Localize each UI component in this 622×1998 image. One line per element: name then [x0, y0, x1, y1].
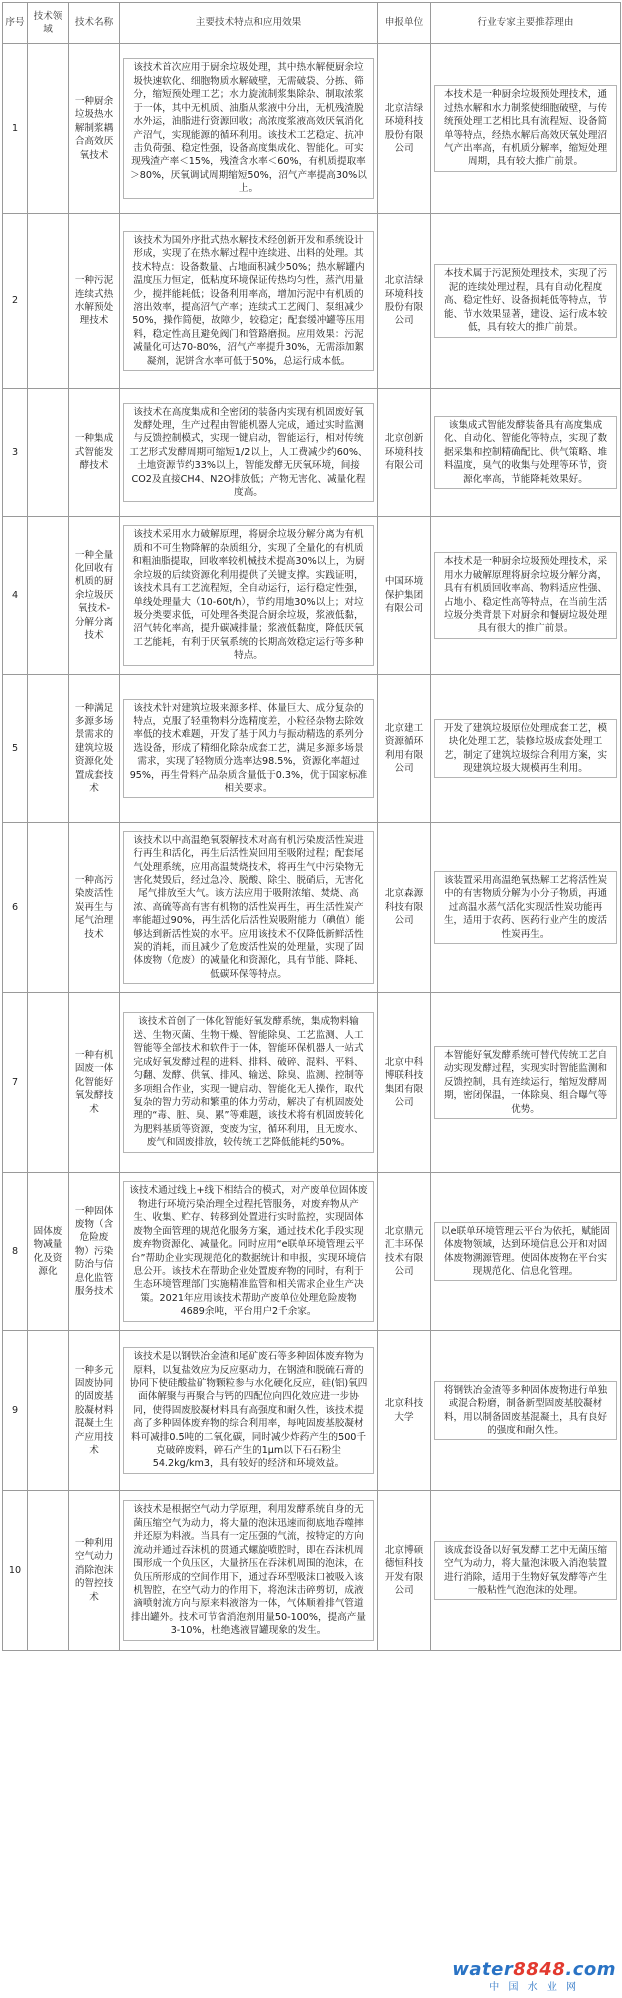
header-desc: 主要技术特点和应用效果 — [120, 3, 378, 44]
row-no: 9 — [3, 1331, 28, 1491]
row-name: 一种固体废物（含危险废物）污染防治与信息化监管服务技术 — [69, 1173, 120, 1331]
table-row — [3, 993, 621, 1173]
row-field — [28, 675, 69, 823]
row-reason: 本技术是一种厨余垃圾预处理技术，通过热水解和水力制浆使细胞破壁，与传统预处理工艺相比具有流程短、设备简单等特点，经热水解后高效厌氧处理沼气产出率高，有机质分解率，缩短处理周期，具有较大推广前景。 — [434, 85, 617, 171]
row-name: 一种满足多源多场景需求的建筑垃圾资源化处置成套技术 — [69, 675, 120, 823]
row-name: 一种高污染废活性炭再生与尾气治理技术 — [69, 823, 120, 993]
row-unit: 北京森源科技有限公司 — [378, 823, 431, 993]
row-no: 3 — [3, 389, 28, 517]
row-unit: 北京建工资源循环利用有限公司 — [378, 675, 431, 823]
row-reason: 该成套设备以好氧发酵工艺中无菌压缩空气为动力，将大量泡沫吸入消泡装置进行消除，适用于生物好氧发酵等产生一般粘性气泡泡沫的处理。 — [434, 1541, 617, 1601]
row-reason-cell — [431, 1491, 621, 1651]
header-name: 技术名称 — [69, 3, 120, 44]
row-no: 7 — [3, 993, 28, 1173]
row-field — [28, 823, 69, 993]
site-watermark — [452, 1959, 616, 1993]
row-no: 8 — [3, 1173, 28, 1331]
row-desc: 该技术是以钢铁冶金渣和尾矿废石等多种固体废弃物为原料，以复盐效应为反应驱动力，在钢渣和脱硫石膏的协同下使硅酸盐矿物颗粒参与水化硬化反应，硅(铝)氧四面体解聚与再聚合与钙的四配位向四化效应进一步协同，使得固废胶凝材料具有高强度和耐久性，该技术提高了多种固体废弃物的综合利用率，每吨固废基胶凝材料可减排0.5吨的二氧化碳，同时减少炸药产生的500千克破碎废料，碎石产生的1μm以下石石粉尘54.2kg/km3，具有较好的经济和环境效益。 — [123, 1347, 374, 1474]
row-unit: 中国环境保护集团有限公司 — [378, 517, 431, 675]
table-row — [3, 44, 621, 214]
row-unit: 北京创新环境科技有限公司 — [378, 389, 431, 517]
watermark-logo — [452, 1959, 616, 1980]
row-no: 10 — [3, 1491, 28, 1651]
table-row — [3, 389, 621, 517]
table-row — [3, 517, 621, 675]
header-unit: 申报单位 — [378, 3, 431, 44]
table-row — [3, 675, 621, 823]
row-name: 一种利用空气动力消除泡沫的智控技术 — [69, 1491, 120, 1651]
table-row — [3, 823, 621, 993]
row-reason: 本技术是一种厨余垃圾预处理技术，采用水力破解原理将厨余垃圾分解分离，具有有机质回收率高、物料适应性强、占地小、稳定性高等特点，在当前生活垃圾分类背景下对厨余和餐厨垃圾处理具有很大的推广前景。 — [434, 552, 617, 638]
row-field — [28, 517, 69, 675]
row-desc-cell — [120, 675, 378, 823]
row-desc-cell — [120, 389, 378, 517]
row-field: 固体废物减量化及资源化 — [28, 1173, 69, 1331]
header-no: 序号 — [3, 3, 28, 44]
row-desc-cell — [120, 517, 378, 675]
row-reason-cell — [431, 44, 621, 214]
row-unit: 北京鼎元汇丰环保技术有限公司 — [378, 1173, 431, 1331]
row-reason-cell — [431, 675, 621, 823]
row-field — [28, 993, 69, 1173]
row-unit: 北京科技大学 — [378, 1331, 431, 1491]
row-reason: 以e联单环境管理云平台为依托，赋能固体废物领域，达到环境信息公开和对固体废物溯源管理。使固体废物在平台实现规范化、信息化管理。 — [434, 1222, 617, 1282]
row-name: 一种集成式智能发酵技术 — [69, 389, 120, 517]
row-name: 一种多元固废协同的固废基胶凝材料混凝土生产应用技术 — [69, 1331, 120, 1491]
table-row — [3, 1491, 621, 1651]
table-row — [3, 1331, 621, 1491]
row-reason-cell — [431, 993, 621, 1173]
row-field — [28, 1331, 69, 1491]
row-desc-cell — [120, 1491, 378, 1651]
table-header-row — [3, 3, 621, 44]
watermark-logo-accent: 8848 — [513, 1959, 566, 1980]
watermark-logo-main: water — [452, 1959, 514, 1980]
row-field — [28, 214, 69, 389]
row-no: 1 — [3, 44, 28, 214]
watermark-logo-suffix: .com — [565, 1959, 616, 1980]
row-reason: 本智能好氧发酵系统可替代传统工艺自动实现发酵过程，实现实时智能监测和反馈控制，具有连续运行，缩短发酵周期，密闭保温，一体除臭、组合曝气等优势。 — [434, 1046, 617, 1119]
row-reason-cell — [431, 1173, 621, 1331]
header-reason: 行业专家主要推荐理由 — [431, 3, 621, 44]
row-reason: 将钢铁冶金渣等多种固体废物进行单独或混合粉磨，制备新型固废基胶凝材料，用以制备固废基混凝土，具有良好的强度和耐久性。 — [434, 1381, 617, 1441]
row-desc: 该技术首次应用于厨余垃圾处理，其中热水解便厨余垃圾快速软化、细胞物质水解破壁，无需破袋、分拣、筛分，缩短预处理工艺；水力旋流制浆集除杂、制取浓浆于一体，其中无机质、油脂从浆液中分出，无机残渣脱水外运，油脂进行资源回收；高浓度浆液高效厌氧消化产沼气，实现能源的循环利用。该技术工艺稳定、抗冲击负荷强、稳定性强，设备高度集成化、智能化。可实现残渣产率＜15%，残渣含水率＜60%，有机质提取率＞80%，厌氧调试周期缩短50%，沼气产率提高30%以上。 — [123, 58, 374, 198]
row-desc-cell — [120, 1173, 378, 1331]
row-field — [28, 389, 69, 517]
row-no: 5 — [3, 675, 28, 823]
watermark-subtitle: 中 国 水 业 网 — [489, 1982, 579, 1993]
row-field — [28, 1491, 69, 1651]
row-desc-cell — [120, 1331, 378, 1491]
row-no: 4 — [3, 517, 28, 675]
row-desc-cell — [120, 823, 378, 993]
row-reason-cell — [431, 389, 621, 517]
tech-table — [2, 2, 621, 1651]
row-desc: 该技术在高度集成和全密闭的装备内实现有机固废好氧发酵处理，生产过程由智能机器人完成，通过实时监测与反馈控制模式，实现一键启动，智能运行，相对传统工艺形式发酵周期可缩短1/2以上，人工费减少约60%、土地资源节约33%以上，智能发酵无厌氧环境，间接CO2及直接CH4、N2O排放低；产物无害化、减量化程度高。 — [123, 403, 374, 503]
row-no: 2 — [3, 214, 28, 389]
row-reason-cell — [431, 823, 621, 993]
row-reason: 该集成式智能发酵装备具有高度集成化、自动化、智能化等特点，实现了数据采集和控制精确配比、供气策略、堆料温度，臭气的收集与处理等环节，资源化率高，节能降耗效果好。 — [434, 416, 617, 489]
row-desc: 该技术针对建筑垃圾来源多样、体量巨大、成分复杂的特点，克服了轻重物料分选精度差，小粒径杂物去除效率低的技术难题，开发了基于风力与振动精选的系列分选设备，形成了精细化除杂成套工艺，满足多源多场景需求，实现了轻物质分选率达98.5%，资源化率超过95%，再生骨料产品杂质含量低于0.3%，优于国家标准相关要求。 — [123, 699, 374, 799]
row-desc: 该技术采用水力破解原理，将厨余垃圾分解分离为有机质和不可生物降解的杂质组分，实现了全量化的有机质和粗油脂提取，回收率较机械技术提高30%以上，为厨余垃圾的后续资源化利用提供了关键支撑。实践证明，该技术具有工艺流程短，全自动运行，运行稳定性强，单线处理量大（10-60t/h），节约用地30%以上；对垃圾分类要求低，可处理各类混合厨余垃圾，浆液低黏，沼气转化率高，提升碳减排量；浆液低黏度，降低厌氧工艺能耗，有利于厌氧系统的长期高效稳定运行等多种特点。 — [123, 525, 374, 665]
row-no: 6 — [3, 823, 28, 993]
row-reason: 该装置采用高温绝氧热解工艺将活性炭中的有害物质分解为小分子物质，再通过高温水蒸气活化实现活性炭功能再生，适用于农药、医药行业产生的废活性炭再生。 — [434, 871, 617, 944]
row-reason: 本技术属于污泥预处理技术，实现了污泥的连续处理过程，具有自动化程度高、稳定性好、设备损耗低等特点，节能、节水效果显著，建设、运行成本较低，具有较大的推广前景。 — [434, 264, 617, 337]
row-name: 一种污泥连续式热水解预处理技术 — [69, 214, 120, 389]
row-desc: 该技术通过线上+线下相结合的模式，对产废单位固体废物进行环境污染治理全过程托管服务，对废弃物从产生、收集、贮存、转移到处置进行实时监控，实现固体废物全面管理的规范化服务方案，通过技术化手段实现废弃物资源化、减量化。同时应用“e联单环境管理云平台”帮助企业实现规范化的数据统计和申报，实现环境信息公开。该技术在帮助企业处置废弃物的同时，有利于生态环境管理部门实施精准监管和相关需求企业生产决策。2021年应用该技术帮助产废单位处理危险废物4689余吨，平台用户2千余家。 — [123, 1181, 374, 1321]
row-name: 一种全量化回收有机质的厨余垃圾厌氧技术-分解分离技术 — [69, 517, 120, 675]
row-field — [28, 44, 69, 214]
row-unit: 北京中科博联科技集团有限公司 — [378, 993, 431, 1173]
row-name: 一种有机固废一体化智能好氧发酵技术 — [69, 993, 120, 1173]
row-reason-cell — [431, 517, 621, 675]
row-desc-cell — [120, 214, 378, 389]
row-desc: 该技术以中高温绝氧裂解技术对高有机污染废活性炭进行再生和活化，再生后活性炭回用至吸附过程；配套尾气处理系统，应用高温焚烧技术，将再生气中污染物无害化焚毁后，经过急冷、脱酸、除尘、脱硝后，无害化尾气排放至大气。该方法应用于吸附浓缩、焚烧、高浓、高硫等高有害有机物的活性炭再生，再生活性炭产率能超过90%，再生活化后活性炭吸附能力（碘值）能够达到新活性炭的水平。应用该技术不仅降低新鲜活性炭的消耗，而且减少了危废活性炭的处理量，实现了固体废物（危废）的减量化和资源化，具有节能、降耗、低碳环保等特点。 — [123, 831, 374, 984]
header-field: 技术领域 — [28, 3, 69, 44]
row-reason: 开发了建筑垃圾原位处理成套工艺，模块化处理工艺，装修垃圾成套处理工艺，制定了建筑垃圾综合利用方案，实现建筑垃圾大规模再生利用。 — [434, 719, 617, 779]
row-unit: 北京洁绿环境科技股份有限公司 — [378, 44, 431, 214]
row-unit: 北京博硕德恒科技开发有限公司 — [378, 1491, 431, 1651]
row-unit: 北京洁绿环境科技股份有限公司 — [378, 214, 431, 389]
row-desc: 该技术是根据空气动力学原理，利用发酵系统自身的无菌压缩空气为动力，将大量的泡沫迅速而彻底地吞噬摔并还原为料液。当具有一定压强的气流，按特定的方向流动并通过吞沫机的贯通式螺旋喷腔时，即在吞沫机周围形成一个负压区，大量挤压在吞沫机周围的泡沫，在负压所形成的空间作用下，通过吞环型吸沫口被吸入该机智腔，在空气动力的作用下，将泡沫击碎剪切，成液滴喷射流方向与原来料液溶为一体，气体顺着排气管道排出罐外。技术可节省消泡剂用量50-100%，提高产量3-10%，杜绝逃液冒罐现象的发生。 — [123, 1500, 374, 1640]
table-row — [3, 214, 621, 389]
row-desc: 该技术为国外序批式热水解技术经创新开发和系统设计形成，实现了在热水解过程中连续进、出料的处理。其技术特点：设备数量、占地面积减少50%；热水解罐内温度压力恒定，低粘度环境保证传热均匀性，蒸汽用量少，搅拌能耗低；设备利用率高，增加污泥中有机质的溶出效率，提高沼气产率；连续式工艺阀门、泵组减少50%，操作简便，故障少，较稳定；配套缓冲罐等压用料，稳定性高且避免阀门和管路磨损。应用效果：污泥减量化可达70-80%，沼气产率提升30%，无需添加絮凝剂，泥饼含水率可低于50%，总运行成本低。 — [123, 231, 374, 371]
row-desc-cell — [120, 993, 378, 1173]
row-desc: 该技术首创了一体化智能好氧发酵系统，集成物料输送、生物灭菌、生物干燥、智能除臭、工艺监测、人工智能等全部技术和软件于一体，智能环保机器人一站式完成好氧发酵过程的进料、排料、破碎、混料、平料、匀翻、发酵、供氧、排风、输送、除臭、监测、控制等多项组合作业，实现一键启动、智能化无人操作，取代复杂的智力劳动和繁重的体力劳动，解决了有机固废处理的“毒、脏、臭、累”等难题，该技术将有机固废转化为肥料基质等资源，变废为宝，循环利用，且无废水、废气和固废排放，较传统工艺降低能耗约50%。 — [123, 1012, 374, 1152]
row-desc-cell — [120, 44, 378, 214]
table-row — [3, 1173, 621, 1331]
row-reason-cell — [431, 1331, 621, 1491]
row-reason-cell — [431, 214, 621, 389]
row-name: 一种厨余垃圾热水解制浆耦合高效厌氧技术 — [69, 44, 120, 214]
